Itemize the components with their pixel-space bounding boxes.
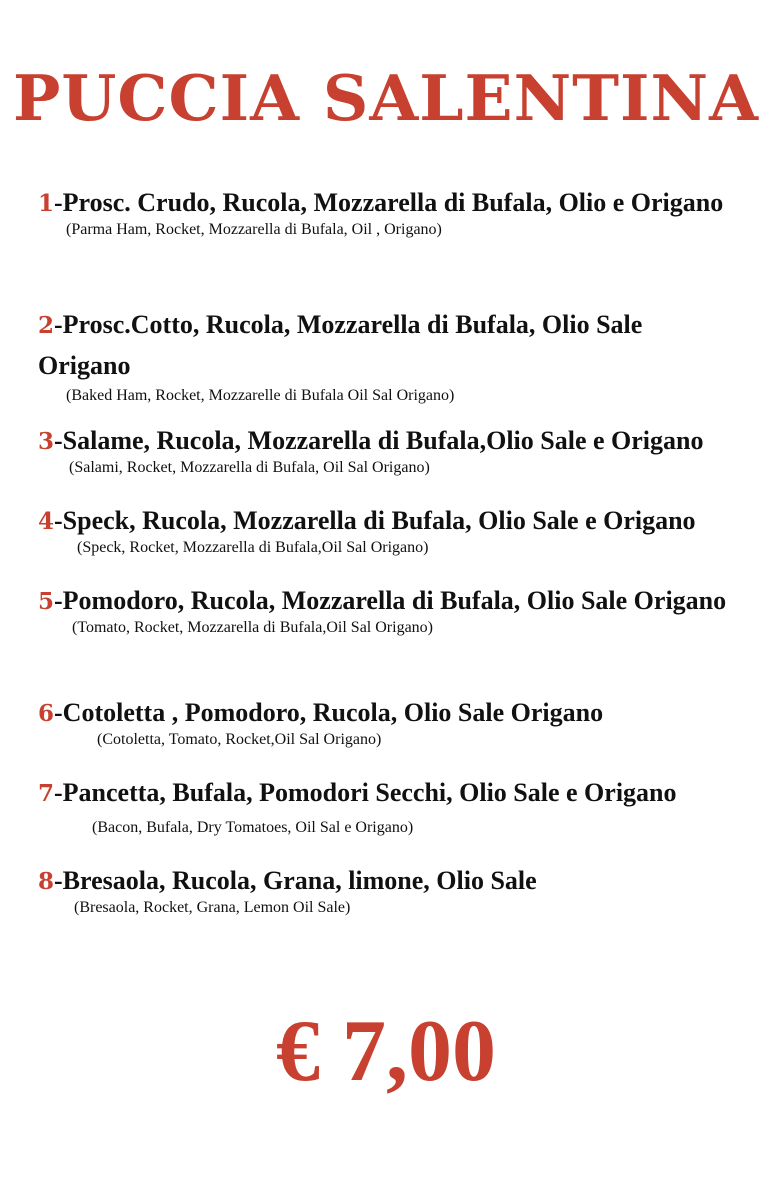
item-name: -Salame, Rucola, Mozzarella di Bufala,Olio Sale e Origano	[54, 426, 704, 455]
menu-item	[38, 186, 738, 240]
item-number: 6	[38, 700, 55, 727]
menu-item	[38, 504, 738, 558]
item-translation: (Salami, Rocket, Mozzarella di Bufala, Oil Sal Origano)	[69, 459, 430, 476]
menu-item	[38, 696, 738, 750]
item-number: 1	[38, 190, 55, 217]
item-number: 3	[38, 428, 55, 455]
item-number: 8	[38, 868, 55, 895]
menu-item	[38, 864, 738, 918]
item-translation: (Bresaola, Rocket, Grana, Lemon Oil Sale)	[74, 899, 351, 916]
menu-item	[38, 584, 738, 638]
menu-item	[38, 424, 738, 478]
item-name: -Speck, Rucola, Mozzarella di Bufala, Olio Sale e Origano	[54, 506, 696, 535]
item-name: -Prosc.Cotto, Rucola, Mozzarella di Bufala, Olio Sale Origano	[38, 310, 643, 380]
item-name: -Pancetta, Bufala, Pomodori Secchi, Olio Sale e Origano	[54, 778, 677, 807]
item-translation: (Cotoletta, Tomato, Rocket,Oil Sal Origano)	[97, 731, 382, 748]
item-number: 5	[38, 588, 55, 615]
item-name: -Bresaola, Rucola, Grana, limone, Olio Sale	[54, 866, 537, 895]
item-translation: (Speck, Rocket, Mozzarella di Bufala,Oil Sal Origano)	[77, 539, 429, 556]
item-translation: (Bacon, Bufala, Dry Tomatoes, Oil Sal e Origano)	[92, 819, 414, 836]
item-translation: (Baked Ham, Rocket, Mozzarelle di Bufala Oil Sal Origano)	[66, 387, 455, 404]
item-translation: (Parma Ham, Rocket, Mozzarella di Bufala, Oil , Origano)	[66, 221, 442, 238]
item-number: 7	[38, 780, 55, 807]
item-number: 4	[38, 508, 55, 535]
item-number: 2	[38, 312, 55, 339]
price: € 7,00	[276, 1003, 496, 1100]
menu-item	[38, 776, 738, 838]
menu-item	[38, 305, 738, 406]
item-translation: (Tomato, Rocket, Mozzarella di Bufala,Oil Sal Origano)	[72, 619, 433, 636]
menu-title: PUCCIA SALENTINA	[13, 61, 759, 135]
item-name: -Prosc. Crudo, Rucola, Mozzarella di Bufala, Olio e Origano	[54, 188, 724, 217]
item-name: -Cotoletta , Pomodoro, Rucola, Olio Sale Origano	[54, 698, 604, 727]
item-name: -Pomodoro, Rucola, Mozzarella di Bufala, Olio Sale Origano	[54, 586, 727, 615]
